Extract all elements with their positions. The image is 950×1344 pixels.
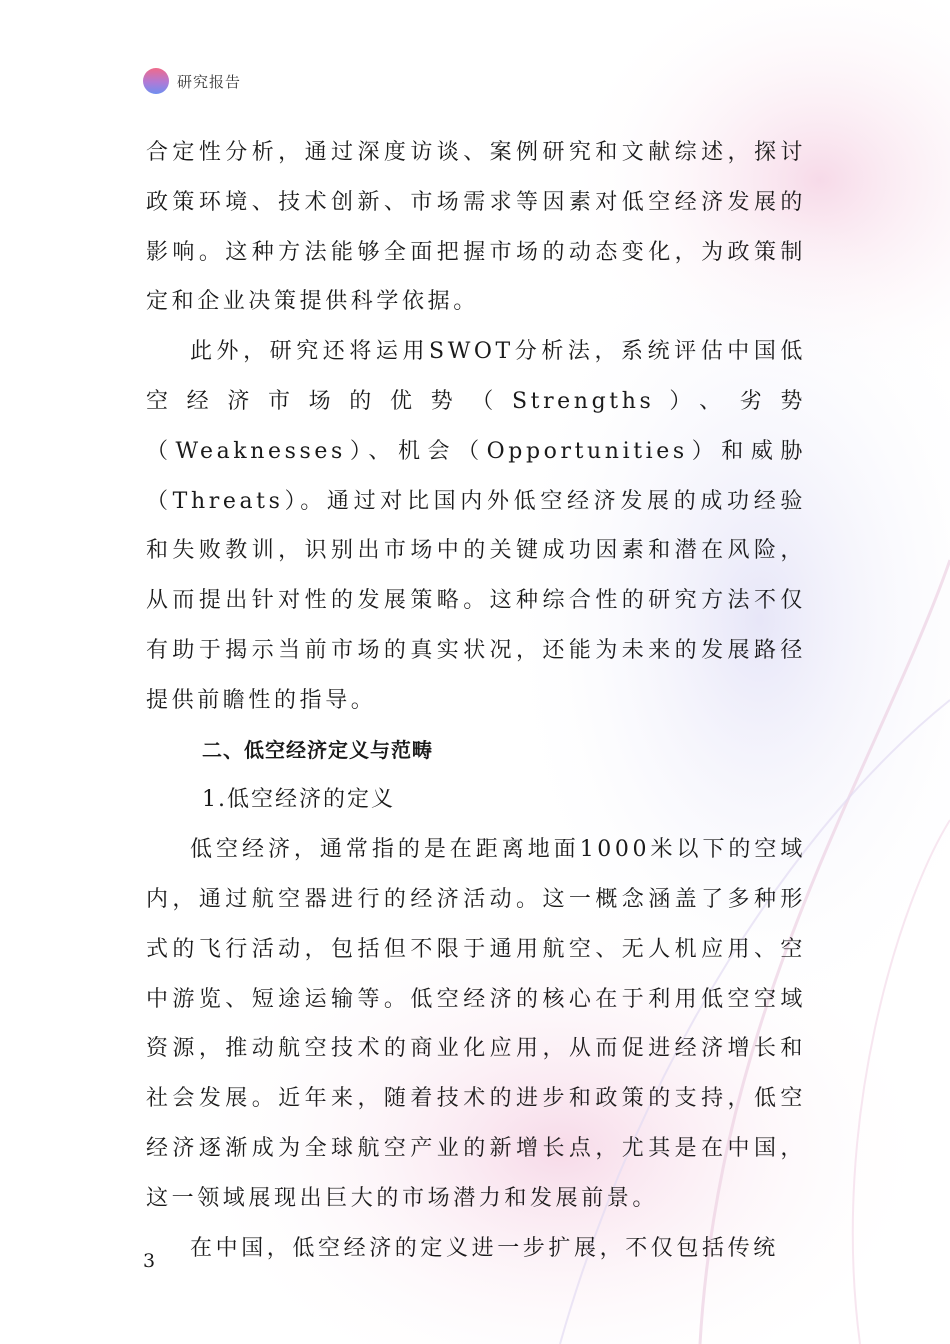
report-logo-icon <box>143 68 169 94</box>
paragraph-continuation: 合定性分析，通过深度访谈、案例研究和文献综述，探讨政策环境、技术创新、市场需求等因素对低空经济发展的影响。这种方法能够全面把握市场的动态变化，为政策制定和企业决策提供科学依据。 <box>146 140 806 315</box>
paragraph-china-definition: 在中国，低空经济的定义进一步扩展，不仅包括传统 <box>190 1235 779 1261</box>
header-title: 研究报告 <box>177 72 242 91</box>
document-body <box>146 128 806 1273</box>
paragraph-definition: 低空经济，通常指的是在距离地面1000米以下的空域内，通过航空器进行的经济活动。这一概念涵盖了多种形式的飞行活动，包括但不限于通用航空、无人机应用、空中游览、短途运输等。低空经济的核心在于利用低空空域资源，推动航空技术的商业化应用，从而促进经济增长和社会发展。近年来，随着技术的进步和政策的支持，低空经济逐渐成为全球航空产业的新增长点，尤其是在中国，这一领域展现出巨大的市场潜力和发展前景。 <box>146 837 806 1211</box>
page-number: 3 <box>143 1250 156 1272</box>
section-heading: 二、低空经济定义与范畴 <box>202 737 433 762</box>
paragraph-swot: 此外，研究还将运用SWOT分析法，系统评估中国低空经济市场的优势（Strengths）、劣势（Weaknesses）、机会（Opportunities）和威胁（Threats）。通过对比国内外低空经济发展的成功经验和失败教训，识别出市场中的关键成功因素和潜在风险，从而提出针对性的发展策略。这种综合性的研究方法不仅有助于揭示当前市场的真实状况，还能为未来的发展路径提供前瞻性的指导。 <box>146 339 806 713</box>
subsection-heading: 1.低空经济的定义 <box>202 787 395 813</box>
page-header <box>143 67 241 95</box>
